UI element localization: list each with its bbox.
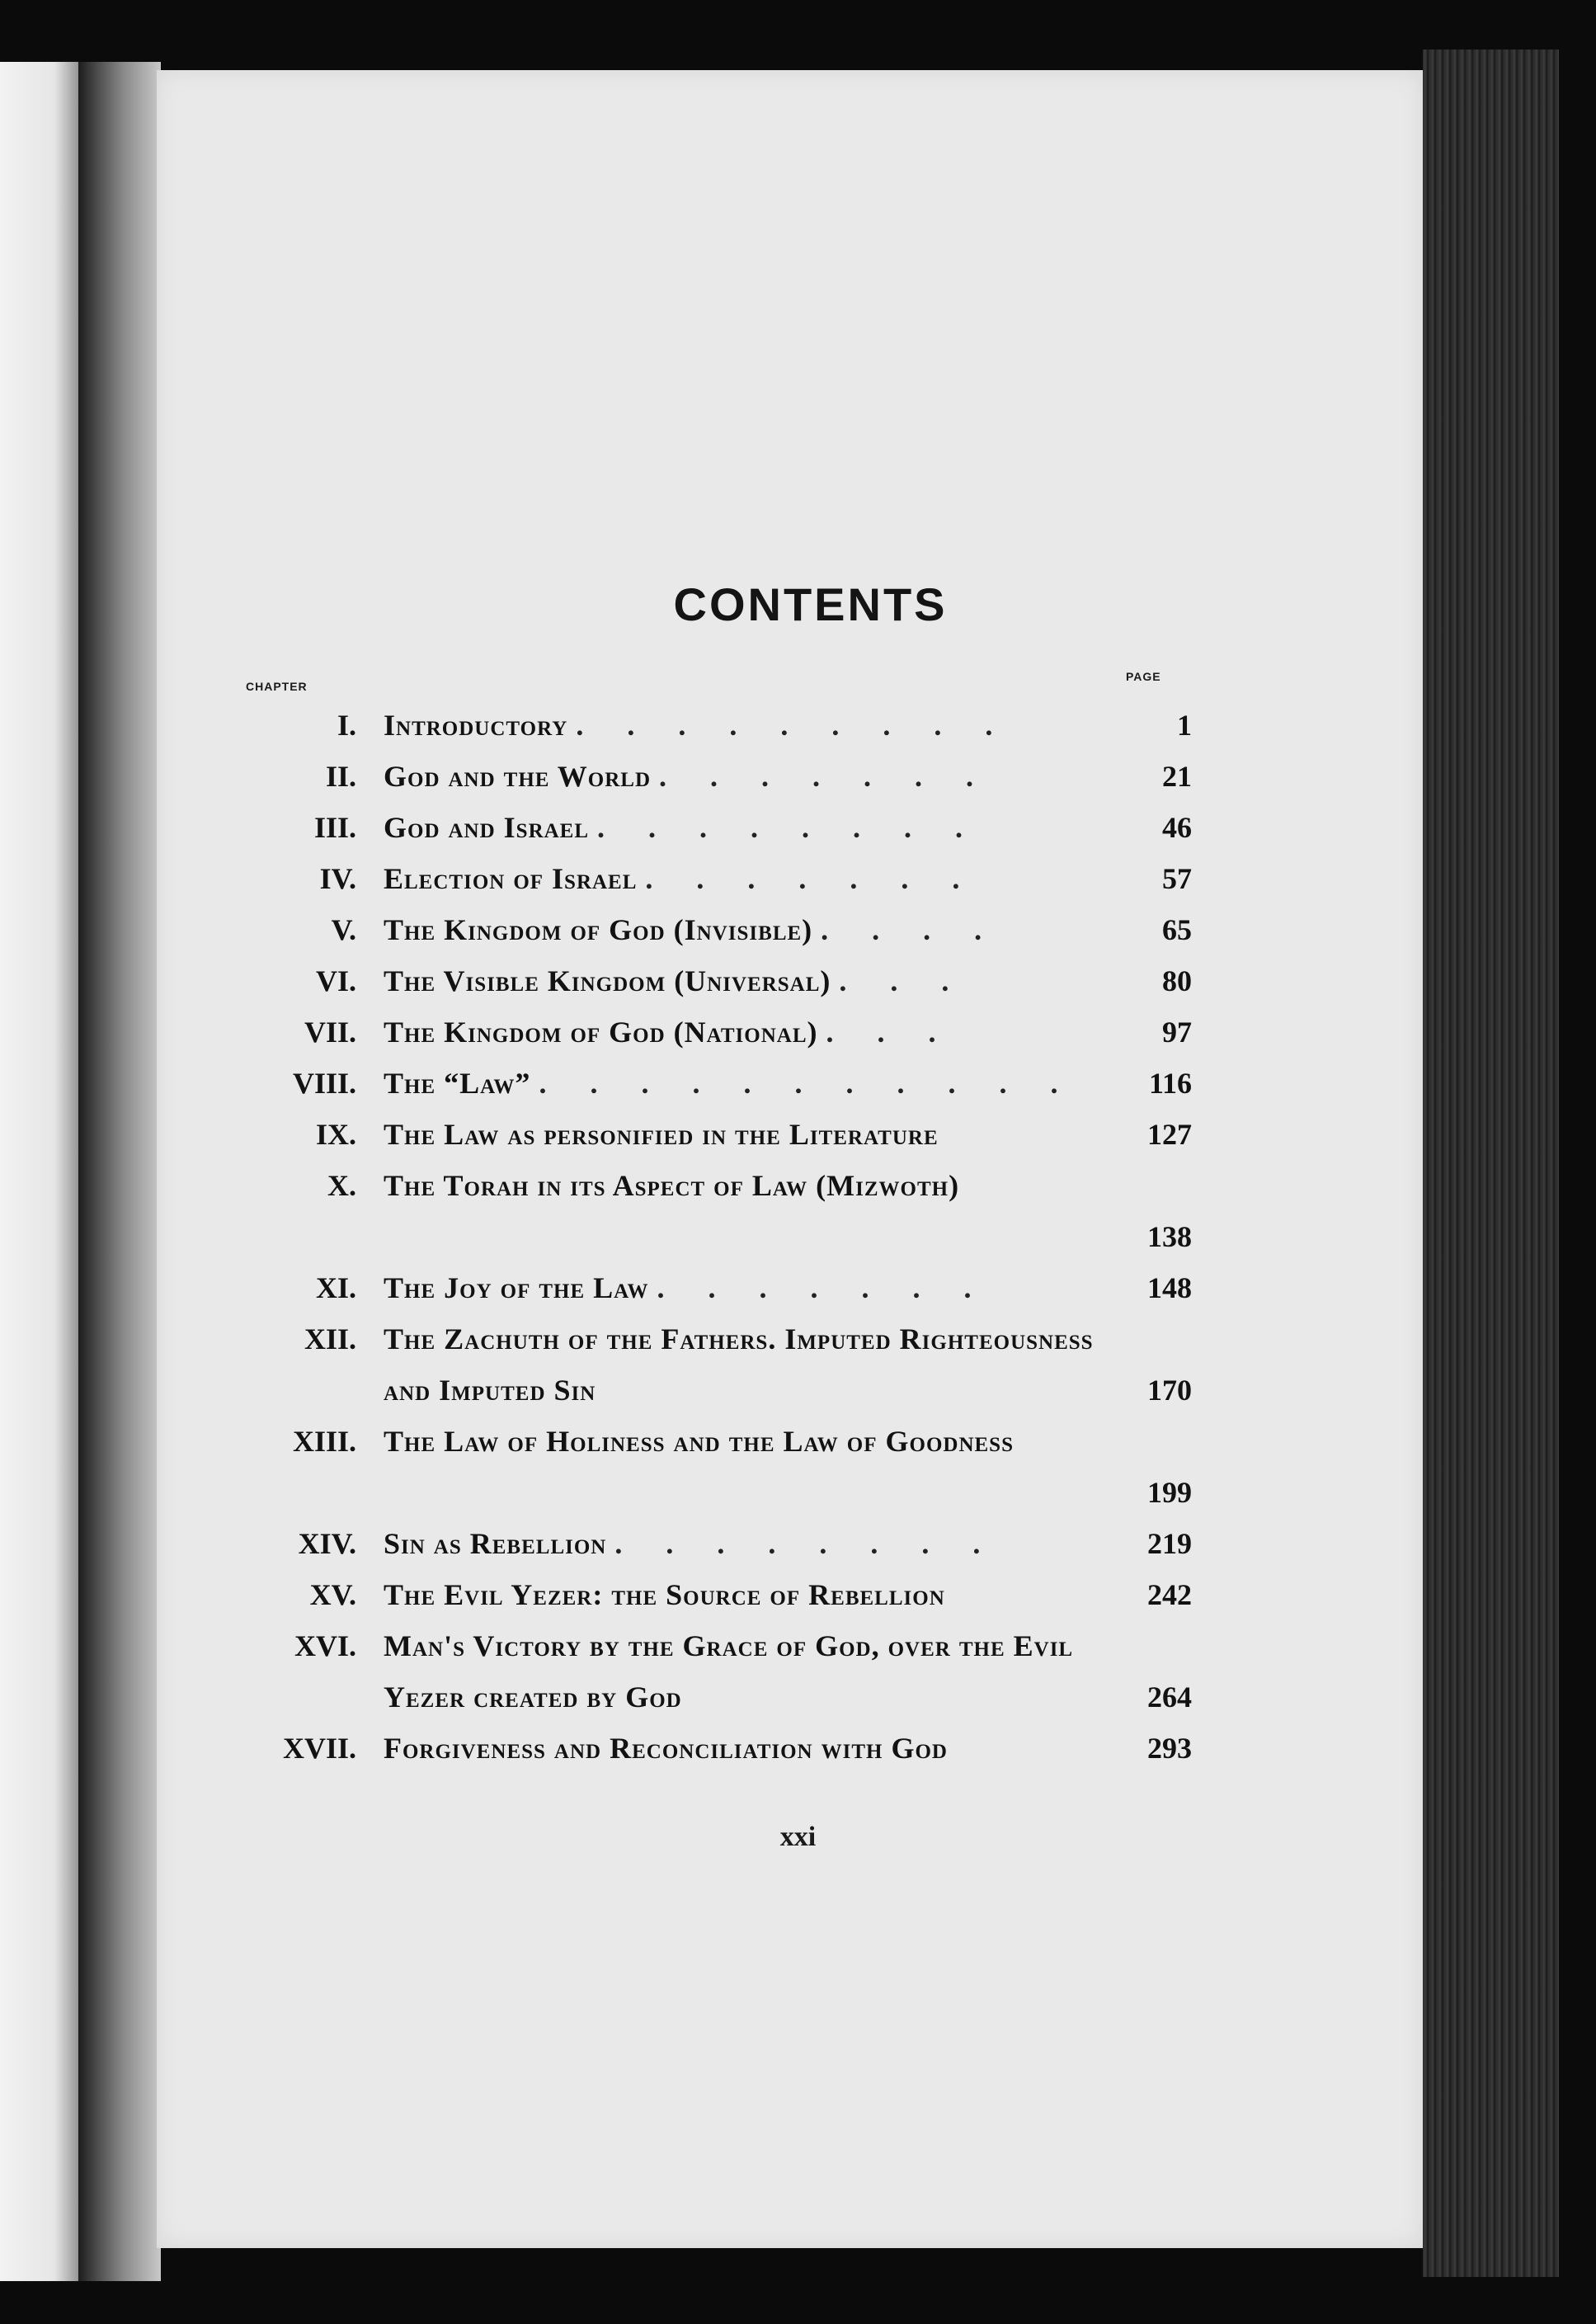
page-number: 242 bbox=[1147, 1578, 1192, 1611]
chapter-numeral: XIV. bbox=[298, 1527, 356, 1560]
page-number: 148 bbox=[1147, 1271, 1192, 1304]
page-number: 138 bbox=[1147, 1220, 1192, 1253]
chapter-title: The Law as personified in the Literature bbox=[384, 1118, 939, 1151]
page-edges bbox=[1423, 49, 1559, 2277]
page-number: 65 bbox=[1162, 913, 1192, 946]
left-page-edge bbox=[0, 62, 91, 2281]
toc-entry bbox=[247, 1160, 1204, 1262]
chapter-numeral: IX. bbox=[315, 1118, 356, 1151]
toc-entry bbox=[247, 802, 1204, 853]
chapter-title: The “Law” . . . . . . . . . . . bbox=[384, 1067, 1076, 1100]
toc-entry bbox=[247, 1006, 1204, 1058]
book-gutter bbox=[78, 62, 161, 2281]
toc-entry bbox=[247, 1109, 1204, 1160]
chapter-numeral: VIII. bbox=[292, 1067, 356, 1100]
chapter-title: The Joy of the Law . . . . . . . bbox=[384, 1271, 990, 1304]
chapter-title: The Zachuth of the Fathers. Imputed Righteousness and Imputed Sin bbox=[384, 1322, 1094, 1407]
chapter-title: The Law of Holiness and the Law of Goodness bbox=[384, 1425, 1014, 1458]
page-title: CONTENTS bbox=[673, 578, 948, 630]
chapter-numeral: II. bbox=[325, 760, 356, 793]
chapter-numeral: XVI. bbox=[294, 1629, 356, 1662]
toc-entry bbox=[247, 1262, 1204, 1313]
chapter-title: The Kingdom of God (Invisible) . . . . bbox=[384, 913, 1000, 946]
chapter-numeral: VI. bbox=[315, 964, 356, 997]
chapter-title: Forgiveness and Reconciliation with God bbox=[384, 1732, 948, 1765]
page-folio: xxi bbox=[779, 1822, 817, 1852]
chapter-numeral: VII. bbox=[304, 1016, 356, 1049]
page-number: 199 bbox=[1147, 1476, 1192, 1509]
page-number: 127 bbox=[1147, 1118, 1192, 1151]
chapter-numeral: XV. bbox=[309, 1578, 356, 1611]
chapter-numeral: I. bbox=[337, 709, 356, 742]
toc-entry bbox=[247, 751, 1204, 802]
chapter-numeral: X. bbox=[327, 1169, 356, 1202]
toc-entry bbox=[247, 1723, 1204, 1774]
chapter-title: The Evil Yezer: the Source of Rebellion bbox=[384, 1578, 945, 1611]
chapter-numeral: XI. bbox=[315, 1271, 356, 1304]
chapter-column-label: CHAPTER bbox=[246, 680, 308, 693]
toc-entry bbox=[247, 1620, 1204, 1723]
chapter-title: The Torah in its Aspect of Law (Mizwoth) bbox=[384, 1169, 960, 1202]
page-number: 170 bbox=[1147, 1374, 1192, 1407]
page-number: 80 bbox=[1162, 964, 1192, 997]
chapter-title: God and Israel . . . . . . . . bbox=[384, 811, 982, 844]
page-column-label: PAGE bbox=[1126, 670, 1161, 683]
chapter-numeral: XIII. bbox=[292, 1425, 356, 1458]
page-number: 116 bbox=[1148, 1067, 1192, 1100]
chapter-numeral: IV. bbox=[319, 862, 356, 895]
toc-entry bbox=[247, 1058, 1204, 1109]
toc-entry bbox=[247, 1416, 1204, 1518]
page-number: 293 bbox=[1147, 1732, 1192, 1765]
chapter-title: Man's Victory by the Grace of God, over the Evil Yezer created by God bbox=[384, 1629, 1074, 1714]
toc-entry bbox=[247, 1569, 1204, 1620]
chapter-numeral: V. bbox=[331, 913, 356, 946]
toc-entry bbox=[247, 904, 1204, 955]
page-number: 219 bbox=[1147, 1527, 1192, 1560]
chapter-title: Introductory . . . . . . . . . bbox=[384, 709, 1011, 742]
toc-entry bbox=[247, 955, 1204, 1006]
chapter-title: God and the World . . . . . . . bbox=[384, 760, 992, 793]
page-number: 264 bbox=[1147, 1681, 1192, 1714]
toc-entry bbox=[247, 700, 1204, 751]
toc-list bbox=[247, 700, 1204, 1774]
page-number: 57 bbox=[1162, 862, 1192, 895]
chapter-title: The Visible Kingdom (Universal) . . . bbox=[384, 964, 967, 997]
chapter-title: Election of Israel . . . . . . . bbox=[384, 862, 978, 895]
toc-entry bbox=[247, 1518, 1204, 1569]
chapter-title: Sin as Rebellion . . . . . . . . bbox=[384, 1527, 999, 1560]
page-number: 21 bbox=[1162, 760, 1192, 793]
page-number: 46 bbox=[1162, 811, 1192, 844]
page-number: 1 bbox=[1177, 709, 1192, 742]
toc-entry bbox=[247, 1313, 1204, 1416]
chapter-numeral: III. bbox=[313, 811, 356, 844]
chapter-title: The Kingdom of God (National) . . . bbox=[384, 1016, 954, 1049]
page-number: 97 bbox=[1162, 1016, 1192, 1049]
chapter-numeral: XVII. bbox=[282, 1732, 356, 1765]
chapter-numeral: XII. bbox=[304, 1322, 356, 1355]
toc-entry bbox=[247, 853, 1204, 904]
